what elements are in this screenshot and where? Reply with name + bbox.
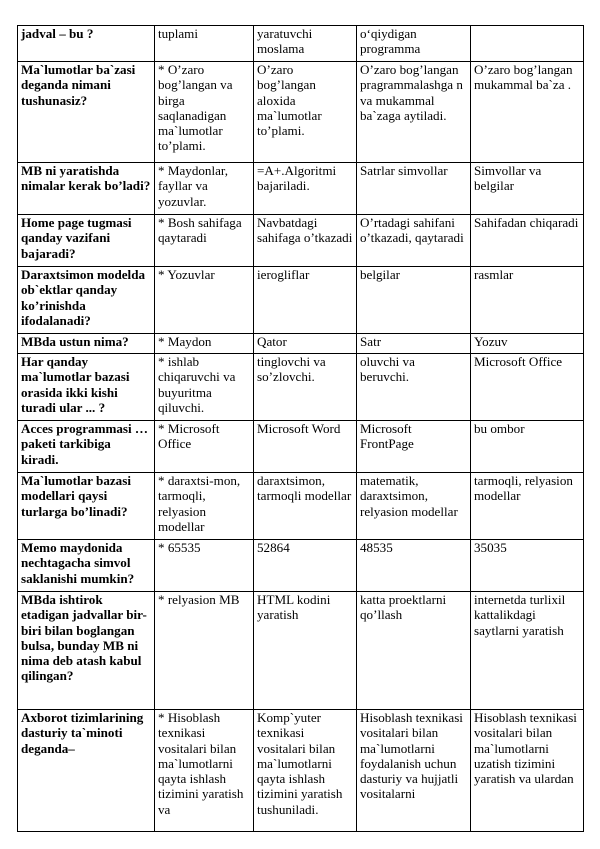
- answer-cell: bu ombor: [471, 421, 584, 473]
- answer-cell: tarmoqli, relyasion modellar: [471, 473, 584, 540]
- table-row: [18, 267, 584, 334]
- answer-cell-correct: * ishlab chiqaruvchi va buyuritma qiluvchi.: [155, 354, 254, 421]
- answer-cell: O’zaro bog’langan pragrammalashga n va mukammal ba`zaga aytiladi.: [357, 62, 471, 163]
- answer-cell-correct: * Microsoft Office: [155, 421, 254, 473]
- answer-cell: internetda turlixil kattalikdagi saytlarni yaratish: [471, 592, 584, 710]
- answer-cell: oluvchi va beruvchi.: [357, 354, 471, 421]
- table-row: [18, 592, 584, 710]
- answer-cell: =A+.Algoritmi bajariladi.: [254, 163, 357, 215]
- answer-cell: matematik, daraxtsimon, relyasion modellar: [357, 473, 471, 540]
- question-cell: Har qanday ma`lumotlar bazasi orasida ikki kishi turadi ular ... ?: [18, 354, 155, 421]
- question-cell: MBda ishtirok etadigan jadvallar bir-biri bilan boglangan bulsa, bunday MB ni nima deb atash kabul qilingan?: [18, 592, 155, 710]
- answer-cell: 48535: [357, 540, 471, 592]
- answer-cell-correct: * Maydon: [155, 334, 254, 354]
- answer-cell-correct: * relyasion MB: [155, 592, 254, 710]
- answer-cell: Komp`yuter texnikasi vositalari bilan ma`lumotlarni qayta ishlash tizimini yaratish tushuniladi.: [254, 710, 357, 832]
- table-row: [18, 540, 584, 592]
- answer-cell: tinglovchi va so’zlovchi.: [254, 354, 357, 421]
- table-row: [18, 163, 584, 215]
- answer-cell: katta proektlarni qo’llash: [357, 592, 471, 710]
- answer-cell: belgilar: [357, 267, 471, 334]
- answer-cell: Microsoft Word: [254, 421, 357, 473]
- answer-cell: Satr: [357, 334, 471, 354]
- answer-cell-correct: * daraxtsi-mon, tarmoqli, relyasion modellar: [155, 473, 254, 540]
- answer-cell: Simvollar va belgilar: [471, 163, 584, 215]
- question-cell: Axborot tizimlarining dasturiy ta`minoti deganda–: [18, 710, 155, 832]
- answer-cell: o‘qiydigan programma: [357, 26, 471, 62]
- answer-cell: Yozuv: [471, 334, 584, 354]
- table-row: [18, 421, 584, 473]
- answer-cell: Qator: [254, 334, 357, 354]
- answer-cell: 35035: [471, 540, 584, 592]
- answer-cell: Microsoft Office: [471, 354, 584, 421]
- table-row: [18, 62, 584, 163]
- answer-cell-correct: tuplami: [155, 26, 254, 62]
- answer-cell: yaratuvchi moslama: [254, 26, 357, 62]
- table-row: [18, 26, 584, 62]
- answer-cell: [471, 26, 584, 62]
- answer-cell-correct: * O’zaro bog’langan va birga saqlanadigan ma`lumotlar to’plami.: [155, 62, 254, 163]
- answer-cell: O’zaro bog’langan aloxida ma`lumotlar to’plami.: [254, 62, 357, 163]
- question-cell: Acces programmasi … paketi tarkibiga kiradi.: [18, 421, 155, 473]
- answer-cell: Hisoblash texnikasi vositalari bilan ma`lumotlarni uzatish tizimini yaratish va ulardan: [471, 710, 584, 832]
- answer-cell: ierogliflar: [254, 267, 357, 334]
- answer-cell-correct: * Yozuvlar: [155, 267, 254, 334]
- answer-cell: Navbatdagi sahifaga o’tkazadi: [254, 215, 357, 267]
- answer-cell-correct: * 65535: [155, 540, 254, 592]
- answer-cell: HTML kodini yaratish: [254, 592, 357, 710]
- table-row: [18, 334, 584, 354]
- question-cell: jadval – bu ?: [18, 26, 155, 62]
- answer-cell-correct: * Hisoblash texnikasi vositalari bilan ma`lumotlarni qayta ishlash tizimini yaratish va: [155, 710, 254, 832]
- answer-cell: O’zaro bog’langan mukammal ba`za .: [471, 62, 584, 163]
- question-cell: MB ni yaratishda nimalar kerak bo’ladi?: [18, 163, 155, 215]
- question-cell: Ma`lumotlar bazasi modellari qaysi turlarga bo’linadi?: [18, 473, 155, 540]
- table-row: [18, 473, 584, 540]
- answer-cell: Hisoblash texnikasi vositalari bilan ma`lumotlarni foydalanish uchun dasturiy va hujjatli vositalarni: [357, 710, 471, 832]
- question-cell: Memo maydonida nechtagacha simvol saklanishi mumkin?: [18, 540, 155, 592]
- quiz-table-page: [17, 25, 583, 832]
- table-row: [18, 215, 584, 267]
- question-cell: MBda ustun nima?: [18, 334, 155, 354]
- question-cell: Home page tugmasi qanday vazifani bajaradi?: [18, 215, 155, 267]
- table-row: [18, 710, 584, 832]
- answer-cell: O’rtadagi sahifani o’tkazadi, qaytaradi: [357, 215, 471, 267]
- answer-cell: Sahifadan chiqaradi: [471, 215, 584, 267]
- answer-cell-correct: * Maydonlar, fayllar va yozuvlar.: [155, 163, 254, 215]
- answer-cell: 52864: [254, 540, 357, 592]
- answer-cell: Microsoft FrontPage: [357, 421, 471, 473]
- answer-cell: Satrlar simvollar: [357, 163, 471, 215]
- quiz-table: [17, 25, 584, 832]
- question-cell: Daraxtsimon modelda ob`ektlar qanday ko’rinishda ifodalanadi?: [18, 267, 155, 334]
- answer-cell-correct: * Bosh sahifaga qaytaradi: [155, 215, 254, 267]
- answer-cell: rasmlar: [471, 267, 584, 334]
- answer-cell: daraxtsimon, tarmoqli modellar: [254, 473, 357, 540]
- question-cell: Ma`lumotlar ba`zasi deganda nimani tushunasiz?: [18, 62, 155, 163]
- table-row: [18, 354, 584, 421]
